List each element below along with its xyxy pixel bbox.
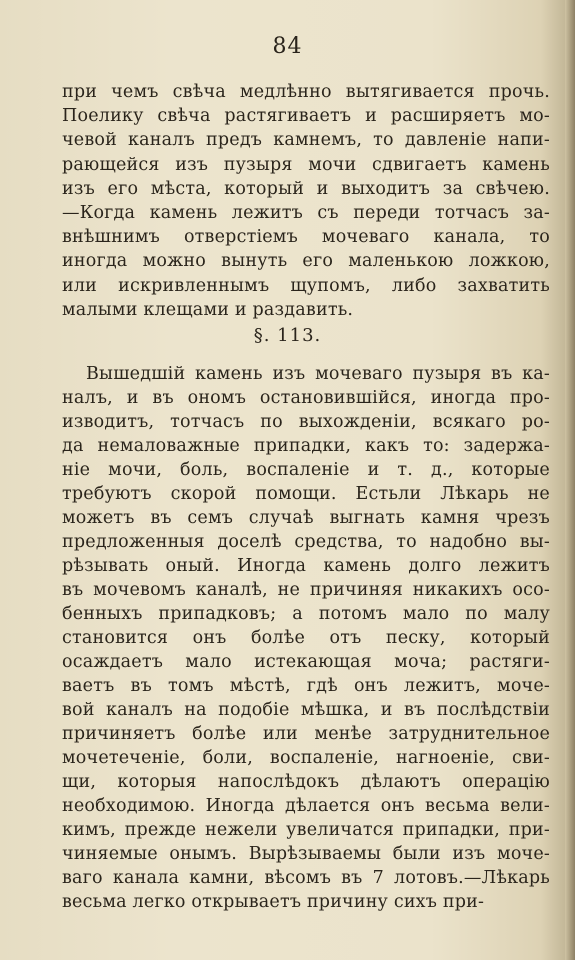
text-line: иногда можно вынуть его маленькою ложкою, bbox=[62, 251, 550, 272]
text-line: вой каналъ на подобіе мѣшка, и въ послѣдствіи bbox=[62, 700, 550, 720]
text-line: мочетеченіе, боли, воспаленіе, нагноеніе, сви- bbox=[62, 748, 550, 768]
text-line: причиняетъ болѣе или менѣе затруднительное bbox=[62, 724, 550, 744]
text-line: чиняемые онымъ. Вырѣзываемы были изъ моче- bbox=[62, 844, 550, 864]
text-line: требуютъ скорой помощи. Естьли Лѣкарь не bbox=[62, 484, 550, 504]
text-line: необходимою. Иногда дѣлается онъ весьма вели- bbox=[62, 796, 550, 816]
text-line: налъ, и въ ономъ остановившійся, иногда про- bbox=[62, 388, 550, 408]
text-line: предложенныя доселѣ средства, то надобно вы- bbox=[62, 532, 550, 552]
text-line: рающейся изъ пузыря мочи сдвигаетъ камень bbox=[62, 154, 550, 175]
text-line: или искривленнымъ щупомъ, либо захватить bbox=[62, 275, 550, 296]
text-line: малыми клещами и раздавить. bbox=[62, 299, 354, 320]
text-line: Вышедшій камень изъ мочеваго пузыря въ ка- bbox=[86, 364, 550, 384]
text-line: ваго канала камни, вѣсомъ въ 7 лотовъ.—Лѣкарь bbox=[62, 868, 550, 888]
text-line: весьма легко открываетъ причину сихъ при- bbox=[62, 892, 485, 912]
text-line: изъ его мѣста, который и выходитъ за свѣчею. bbox=[62, 178, 550, 199]
text-line: ніе мочи, боль, воспаленіе и т. д., которые bbox=[62, 460, 550, 480]
text-line: Поелику свѣча растягиваетъ и расширяетъ мо- bbox=[62, 106, 550, 127]
book-spine-shadow bbox=[565, 0, 575, 960]
section-heading: §. 113. bbox=[253, 325, 322, 346]
text-line: да немаловажные припадки, какъ то: задержа- bbox=[62, 436, 550, 456]
page-number: 84 bbox=[272, 34, 303, 59]
text-line: въ мочевомъ каналѣ, не причиняя никакихъ осо- bbox=[62, 580, 550, 600]
text-line: бенныхъ припадковъ; а потомъ мало по малу bbox=[62, 604, 550, 624]
text-line: можетъ въ семъ случаѣ выгнать камня чрезъ bbox=[62, 508, 550, 528]
text-line: кимъ, прежде нежели увеличатся припадки, при- bbox=[62, 820, 550, 840]
text-line: ваетъ въ томъ мѣстѣ, гдѣ онъ лежитъ, моче- bbox=[62, 676, 550, 696]
text-line: изводитъ, тотчасъ по выхожденіи, всякаго ро- bbox=[62, 412, 550, 432]
text-line: становится онъ болѣе отъ песку, который bbox=[62, 628, 550, 648]
text-line: рѣзывать оный. Иногда камень долго лежитъ bbox=[62, 556, 550, 576]
text-line: чевой каналъ предъ камнемъ, то давленіе напи- bbox=[62, 130, 550, 151]
text-line: осаждаетъ мало истекающая моча; растяги- bbox=[62, 652, 550, 672]
text-line: внѣшнимъ отверстіемъ мочеваго канала, то bbox=[62, 227, 550, 248]
text-line: —Когда камень лежитъ съ переди тотчасъ за- bbox=[62, 203, 550, 223]
text-line: при чемъ свѣча медлѣнно вытягивается прочь. bbox=[62, 82, 550, 102]
text-line: щи, которыя напослѣдокъ дѣлаютъ операцію bbox=[62, 772, 550, 792]
